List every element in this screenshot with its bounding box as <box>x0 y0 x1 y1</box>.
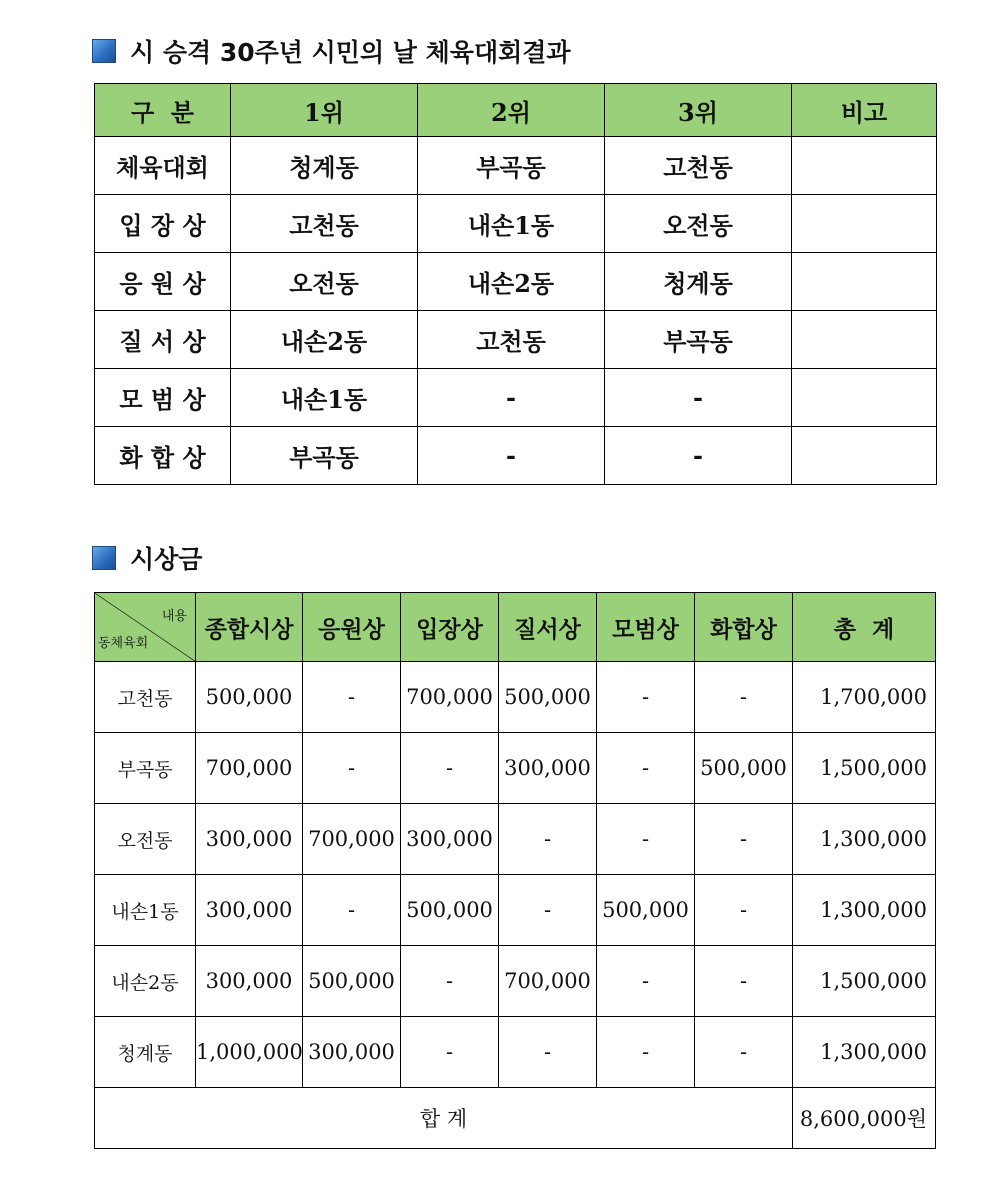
header-category: 구 분 <box>95 84 231 137</box>
cell-remarks <box>792 311 937 369</box>
cell-value: 300,000 <box>196 875 303 946</box>
cell-value: - <box>499 804 597 875</box>
cell-rank-1: 청계동 <box>231 137 418 195</box>
row-label: 응 원 상 <box>95 253 231 311</box>
row-label: 입 장 상 <box>95 195 231 253</box>
cell-remarks <box>792 137 937 195</box>
cell-remarks <box>792 369 937 427</box>
blue-square-icon <box>92 39 116 63</box>
corner-header-cell <box>95 593 196 662</box>
corner-top-label: 내용 <box>161 609 187 624</box>
cell-total: 1,500,000 <box>793 946 936 1017</box>
cell-value: - <box>401 946 499 1017</box>
cell-rank-1: 고천동 <box>231 195 418 253</box>
table-row <box>95 311 937 369</box>
table-row <box>95 195 937 253</box>
row-label: 고천동 <box>95 662 196 733</box>
sum-label: 합 계 <box>95 1088 793 1149</box>
cell-value: - <box>597 804 695 875</box>
header-rank-3: 3위 <box>605 84 792 137</box>
cell-value: - <box>695 1017 793 1088</box>
cell-value: 300,000 <box>499 733 597 804</box>
cell-value: - <box>695 804 793 875</box>
table-row <box>95 662 936 733</box>
cell-rank-1: 내손2동 <box>231 311 418 369</box>
cell-value: 1,000,000 <box>196 1017 303 1088</box>
cell-rank-2: 내손2동 <box>418 253 605 311</box>
cell-value: - <box>695 875 793 946</box>
cell-value: - <box>401 733 499 804</box>
cell-rank-1: 부곡동 <box>231 427 418 485</box>
cell-total: 1,500,000 <box>793 733 936 804</box>
cell-rank-3: 오전동 <box>605 195 792 253</box>
cell-rank-3: 부곡동 <box>605 311 792 369</box>
cell-value: 300,000 <box>196 946 303 1017</box>
cell-value: 700,000 <box>303 804 401 875</box>
prize-section-title <box>92 540 202 576</box>
cell-total: 1,300,000 <box>793 875 936 946</box>
results-title-text: 시 승격 30주년 시민의 날 체육대회결과 <box>130 38 571 67</box>
cell-rank-2: 고천동 <box>418 311 605 369</box>
table-row <box>95 137 937 195</box>
header-entrance: 입장상 <box>401 593 499 662</box>
cell-value: - <box>597 946 695 1017</box>
header-rank-1: 1위 <box>231 84 418 137</box>
cell-value: 700,000 <box>196 733 303 804</box>
cell-value: 700,000 <box>499 946 597 1017</box>
cell-rank-2: - <box>418 369 605 427</box>
cell-rank-3: 고천동 <box>605 137 792 195</box>
row-label: 체육대회 <box>95 137 231 195</box>
cell-rank-2: 내손1동 <box>418 195 605 253</box>
cell-rank-2: - <box>418 427 605 485</box>
cell-rank-3: - <box>605 369 792 427</box>
cell-total: 1,300,000 <box>793 804 936 875</box>
blue-square-icon <box>92 546 116 570</box>
table-row <box>95 733 936 804</box>
cell-remarks <box>792 253 937 311</box>
results-table <box>94 83 937 485</box>
row-label: 화 합 상 <box>95 427 231 485</box>
cell-value: 500,000 <box>499 662 597 733</box>
cell-remarks <box>792 195 937 253</box>
header-harmony: 화합상 <box>695 593 793 662</box>
cell-value: - <box>597 662 695 733</box>
cell-value: 500,000 <box>401 875 499 946</box>
header-remarks: 비고 <box>792 84 937 137</box>
header-overall: 종합시상 <box>196 593 303 662</box>
cell-value: 500,000 <box>597 875 695 946</box>
header-total: 총 계 <box>793 593 936 662</box>
row-label: 내손1동 <box>95 875 196 946</box>
results-section-title <box>92 33 571 69</box>
cell-value: - <box>597 1017 695 1088</box>
cell-value: - <box>597 733 695 804</box>
table-row <box>95 427 937 485</box>
cell-value: 300,000 <box>196 804 303 875</box>
cell-value: - <box>499 1017 597 1088</box>
prize-header-row <box>95 593 936 662</box>
sum-value: 8,600,000원 <box>793 1088 936 1149</box>
header-model: 모범상 <box>597 593 695 662</box>
cell-value: - <box>303 733 401 804</box>
prize-money-table <box>94 592 936 1149</box>
cell-total: 1,300,000 <box>793 1017 936 1088</box>
cell-value: 500,000 <box>196 662 303 733</box>
cell-value: - <box>401 1017 499 1088</box>
table-row <box>95 369 937 427</box>
table-row <box>95 946 936 1017</box>
row-label: 내손2동 <box>95 946 196 1017</box>
table-row <box>95 253 937 311</box>
cell-value: 500,000 <box>303 946 401 1017</box>
header-cheering: 응원상 <box>303 593 401 662</box>
table-row <box>95 875 936 946</box>
cell-value: 500,000 <box>695 733 793 804</box>
cell-value: 300,000 <box>303 1017 401 1088</box>
corner-bottom-label: 동체육회 <box>98 636 149 651</box>
row-label: 질 서 상 <box>95 311 231 369</box>
header-order: 질서상 <box>499 593 597 662</box>
cell-rank-3: - <box>605 427 792 485</box>
cell-value: 700,000 <box>401 662 499 733</box>
cell-value: - <box>303 662 401 733</box>
cell-rank-1: 내손1동 <box>231 369 418 427</box>
cell-value: - <box>303 875 401 946</box>
cell-total: 1,700,000 <box>793 662 936 733</box>
cell-value: 300,000 <box>401 804 499 875</box>
header-rank-2: 2위 <box>418 84 605 137</box>
cell-value: - <box>695 662 793 733</box>
row-label: 오전동 <box>95 804 196 875</box>
cell-rank-1: 오전동 <box>231 253 418 311</box>
cell-value: - <box>499 875 597 946</box>
cell-rank-2: 부곡동 <box>418 137 605 195</box>
table-row <box>95 1017 936 1088</box>
cell-value: - <box>695 946 793 1017</box>
row-label: 부곡동 <box>95 733 196 804</box>
row-label: 모 범 상 <box>95 369 231 427</box>
cell-remarks <box>792 427 937 485</box>
prize-title-text: 시상금 <box>130 545 203 574</box>
row-label: 청계동 <box>95 1017 196 1088</box>
sum-row <box>95 1088 936 1149</box>
table-row <box>95 804 936 875</box>
results-header-row <box>95 84 937 137</box>
cell-rank-3: 청계동 <box>605 253 792 311</box>
